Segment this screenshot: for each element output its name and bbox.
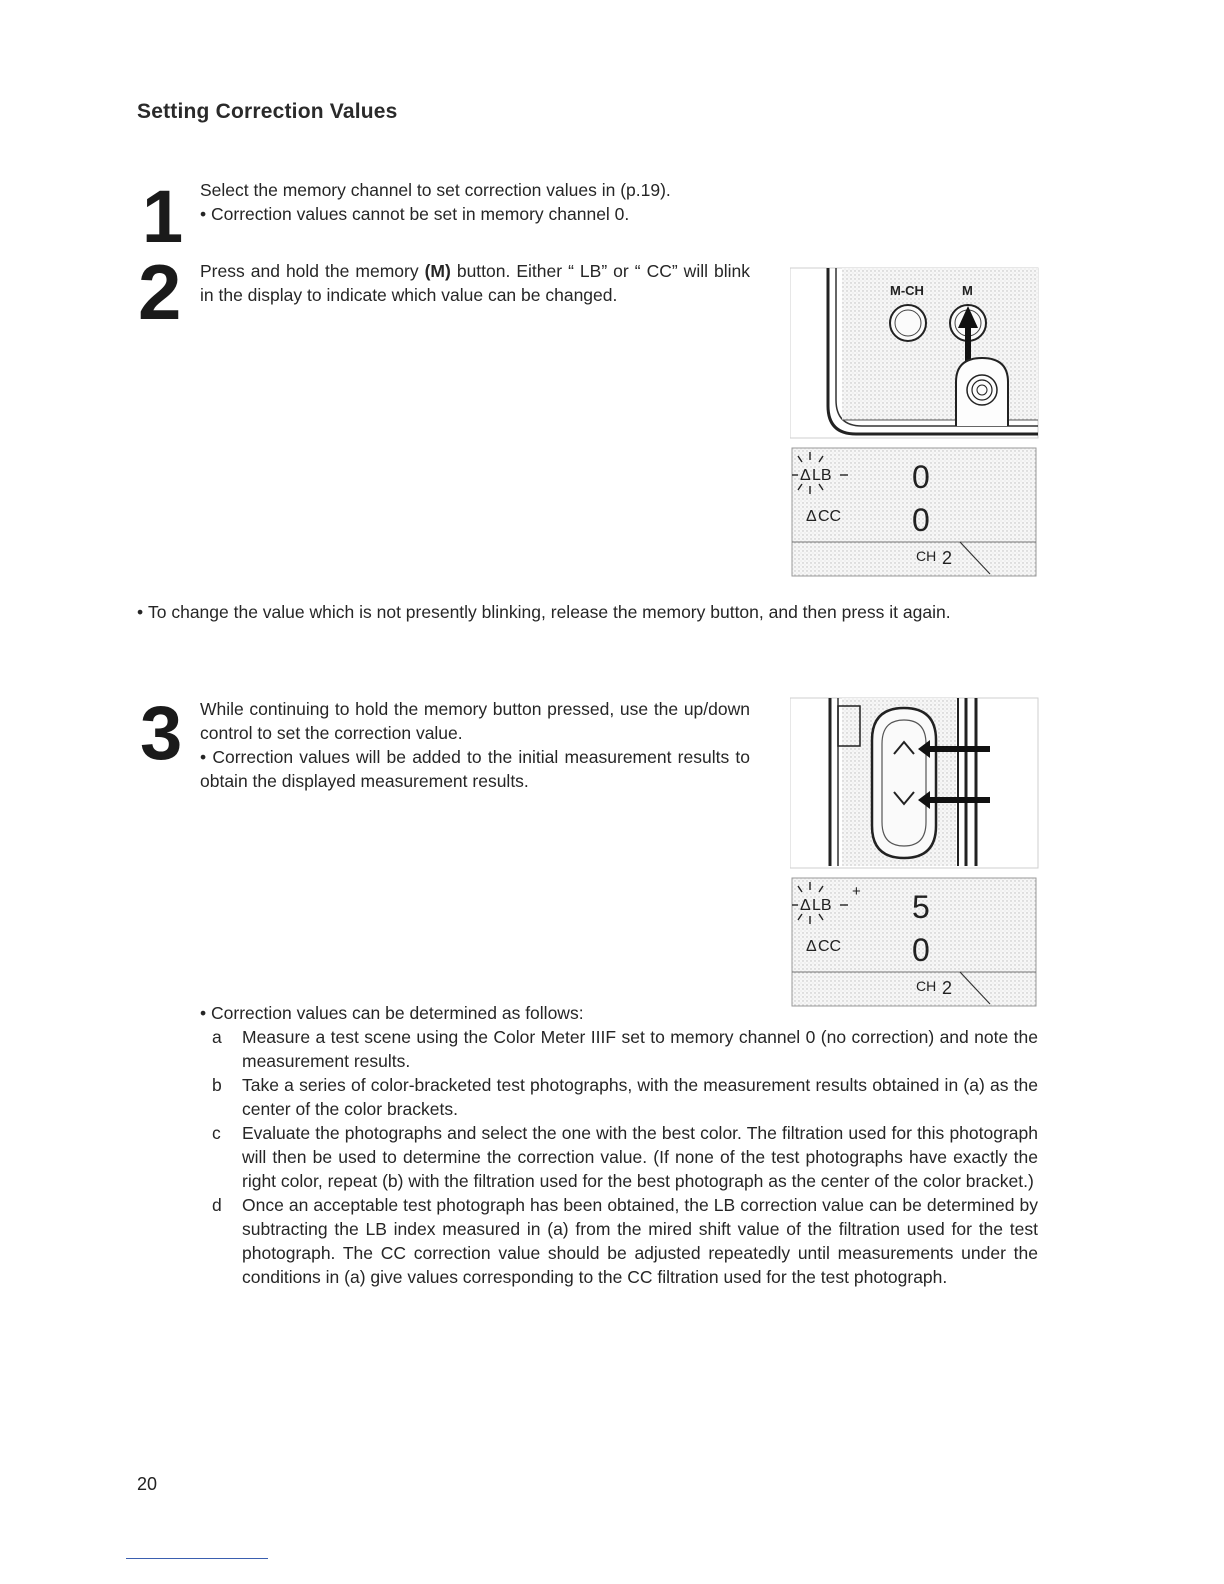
lcd-delta-cc: Δ bbox=[806, 508, 817, 525]
determine-list bbox=[200, 1025, 1038, 1289]
change-value-note: • To change the value which is not presently blinking, release the memory button, and then press it again. bbox=[137, 600, 1037, 624]
memory-button-abbrev: (M) bbox=[424, 261, 451, 281]
step-1-block bbox=[200, 178, 760, 226]
mch-button-label: M-CH bbox=[890, 283, 924, 298]
determine-intro: • Correction values can be determined as follows: bbox=[200, 1001, 740, 1025]
step-3-number: 3 bbox=[140, 691, 183, 776]
finger-icon bbox=[956, 358, 1008, 426]
step-3-block bbox=[200, 697, 750, 793]
page-title: Setting Correction Values bbox=[137, 100, 398, 123]
step-2-text: Press and hold the memory (M) button. Either “ LB” or “ CC” will blink in the display to indicate which value can be changed. bbox=[200, 261, 750, 305]
lcd2-plus-sign: + bbox=[852, 883, 861, 900]
lcd2-cc-label: CC bbox=[818, 938, 842, 955]
list-item: a Measure a test scene using the Color Meter IIIF set to memory channel 0 (no correction) and note the measurement results. bbox=[212, 1027, 1038, 1071]
step-3-note: • Correction values will be added to the initial measurement results to obtain the displayed measurement results. bbox=[200, 745, 750, 793]
lcd-ch-label: CH bbox=[916, 548, 937, 564]
lcd2-cc-value: 0 bbox=[912, 932, 930, 968]
lcd-cc-label: CC bbox=[818, 508, 842, 525]
step-1-text: Select the memory channel to set correction values in (p.19). bbox=[200, 180, 671, 200]
lcd2-delta-cc: Δ bbox=[806, 938, 817, 955]
list-item: d Once an acceptable test photograph has been obtained, the LB correction value can be determined by subtracting the LB index measured in (a) from the mired shift value of the filtration used for the test photograph. The CC correction value should be adjusted repeatedly until measurements under the conditions in (a) give values corresponding to the CC filtration used for the test photograph. bbox=[212, 1195, 1038, 1287]
list-item: c Evaluate the photographs and select the one with the best color. The filtration used for this photograph will then be used to determine the correction value. (If none of the test photographs have exactly the right color, repeat (b) with the filtration used for the best photograph as the center of the color bracket.) bbox=[212, 1123, 1038, 1191]
bottom-rule bbox=[126, 1558, 268, 1559]
step-3-text: While continuing to hold the memory button pressed, use the up/down control to set the correction value. bbox=[200, 699, 750, 743]
step-1-number: 1 bbox=[142, 175, 184, 258]
figure-updown-control-diagram bbox=[790, 696, 1040, 1010]
lcd-cc-value: 0 bbox=[912, 502, 930, 538]
lcd2-lb-value: 5 bbox=[912, 889, 930, 925]
lcd-delta-lb: Δ bbox=[800, 467, 811, 484]
figure-memory-button-diagram bbox=[790, 266, 1040, 580]
lcd2-delta-lb: Δ bbox=[800, 897, 811, 914]
list-item: b Take a series of color-bracketed test photographs, with the measurement results obtained in (a) as the center of the color brackets. bbox=[212, 1075, 1038, 1119]
lcd-ch-value: 2 bbox=[942, 548, 953, 568]
m-button-label: M bbox=[962, 283, 973, 298]
lcd2-ch-value: 2 bbox=[942, 978, 953, 998]
lcd2-ch-label: CH bbox=[916, 978, 937, 994]
lcd2-lb-label: LB bbox=[812, 897, 832, 914]
page-number: 20 bbox=[137, 1474, 158, 1494]
lcd-lb-value: 0 bbox=[912, 459, 930, 495]
step-1-note: • Correction values cannot be set in memory channel 0. bbox=[200, 202, 760, 226]
lcd-lb-label: LB bbox=[812, 467, 832, 484]
step-2-number: 2 bbox=[138, 248, 182, 336]
